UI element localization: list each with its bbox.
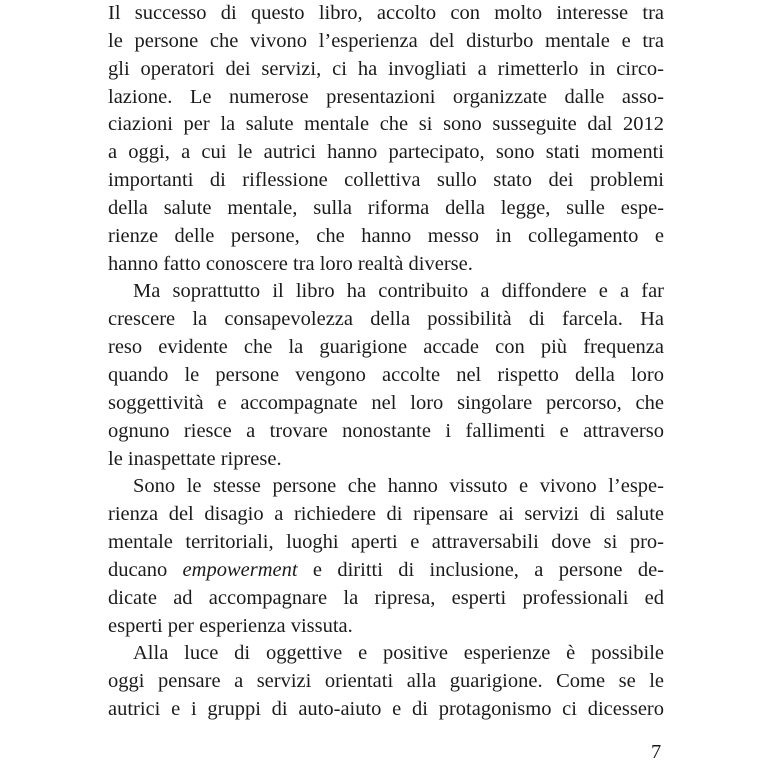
emphasized-word: empowerment xyxy=(182,558,298,581)
paragraph-1 xyxy=(108,0,664,278)
page-number: 7 xyxy=(651,741,662,763)
text-line: esperti per esperienza vissuta. xyxy=(108,614,353,637)
line-segment: ducano xyxy=(108,558,183,581)
text-line: Ma soprattutto il libro ha contribuito a diffondere e a far xyxy=(133,280,664,303)
text-line: reso evidente che la guarigione accade con più frequenza xyxy=(108,336,664,359)
text-line: a oggi, a cui le autrici hanno partecipato, sono stati momenti xyxy=(108,141,664,164)
text-line: ciazioni per la salute mentale che si sono susseguite dal 2012 xyxy=(108,113,664,136)
text-line: lazione. Le numerose presentazioni organizzate dalle asso- xyxy=(108,85,664,108)
text-line: rienza del disagio a richiedere di ripensare ai servizi di salute xyxy=(108,503,664,526)
text-line: soggettività e accompagnate nel loro singolare percorso, che xyxy=(108,391,664,414)
text-line: rienze delle persone, che hanno messo in collegamento e xyxy=(108,224,664,247)
paragraph-3 xyxy=(108,473,664,640)
text-line: Il successo di questo libro, accolto con molto interesse tra xyxy=(108,2,664,24)
text-line: Sono le stesse persone che hanno vissuto e vivono l’espe- xyxy=(133,475,664,498)
paragraph-4 xyxy=(108,640,664,724)
text-line: hanno fatto conoscere tra loro realtà diverse. xyxy=(108,252,473,275)
text-line: importanti di riflessione collettiva sullo stato dei problemi xyxy=(108,169,664,192)
text-line: della salute mentale, sulla riforma della legge, sulle espe- xyxy=(108,196,664,219)
text-line: dicate ad accompagnare la ripresa, esperti professionali ed xyxy=(108,586,664,609)
text-line: ognuno riesce a trovare nonostante i fallimenti e attraverso xyxy=(108,419,664,442)
text-line: Alla luce di oggettive e positive esperienze è possibile xyxy=(133,642,664,665)
text-line: le persone che vivono l’esperienza del disturbo mentale e tra xyxy=(108,29,664,52)
text-line-with-emphasis xyxy=(108,557,664,585)
paragraph-2 xyxy=(108,278,664,473)
text-line: crescere la consapevolezza della possibilità di farcela. Ha xyxy=(108,308,664,331)
body-text xyxy=(108,0,664,724)
text-line: le inaspettate riprese. xyxy=(108,447,282,470)
text-line: quando le persone vengono accolte nel rispetto della loro xyxy=(108,363,664,386)
text-line: gli operatori dei servizi, ci ha invogliati a rimetterlo in circo- xyxy=(108,57,664,80)
text-line: oggi pensare a servizi orientati alla guarigione. Come se le xyxy=(108,670,664,693)
text-line: autrici e i gruppi di auto-aiuto e di protagonismo ci dicessero xyxy=(108,698,664,721)
line-segment: e diritti di inclusione, a persone de- xyxy=(297,558,664,581)
text-line: mentale territoriali, luoghi aperti e attraversabili dove si pro- xyxy=(108,531,664,554)
